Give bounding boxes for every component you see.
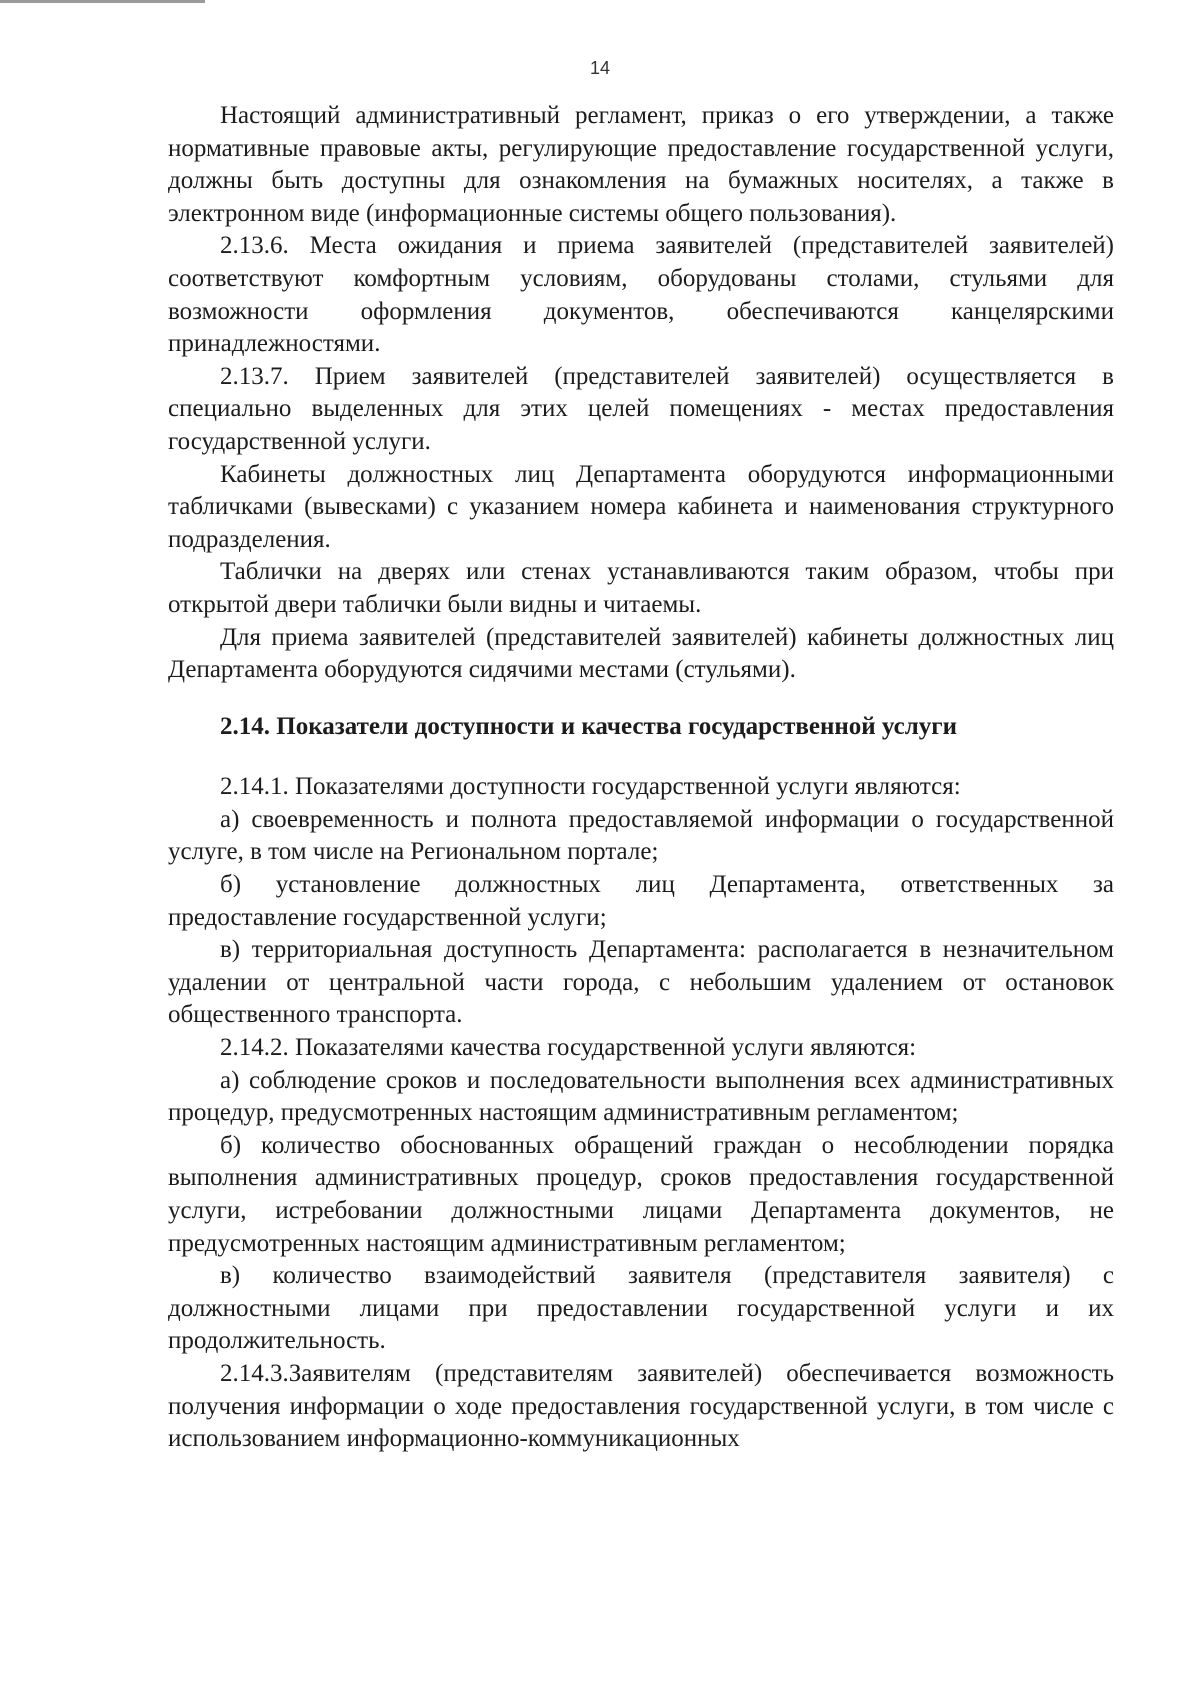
list-item-2-14-1-a: а) своевременность и полнота предоставляемой информации о государственной услуге, в том числе на Региональном портале; [168,805,1114,866]
scan-edge-mark [0,0,205,3]
list-item-2-14-2-b: б) количество обоснованных обращений граждан о несоблюдении порядка выполнения административных процедур, сроков предоставления государственной услуги, истребовании должностными лицами Департамента документов, не предусмотренных настоящим административным регламентом; [168,1131,1114,1257]
list-item-2-14-1-c: в) территориальная доступность Департамента: располагается в незначительном удалении от центральной части города, с небольшим удалением от остановок общественного транспорта. [168,936,1114,1029]
paragraph-regulation-availability: Настоящий административный регламент, приказ о его утверждении, а также нормативные правовые акты, регулирующие предоставление государственной услуги, должны быть доступны для ознакомления на бумажных носителях, а также в электронном виде (информационные системы общего пользования). [168,102,1114,227]
paragraph-2-13-7: 2.13.7. Прием заявителей (представителей заявителей) осуществляется в специально выделенных для этих целей помещениях - местах предоставления государственной услуги. [168,362,1114,455]
paragraph-cabinets-signs: Кабинеты должностных лиц Департамента оборудуются информационными табличками (вывесками) с указанием номера кабинета и наименования структурного подразделения. [168,460,1114,553]
page-number: 14 [589,58,611,78]
section-heading-2-14: 2.14. Показатели доступности и качества государственной услуги [220,712,958,740]
list-item-2-14-1-b: б) установление должностных лиц Департамента, ответственных за предоставление государственной услуги; [168,871,1114,931]
document-body [168,100,1114,1456]
paragraph-seating: Для приема заявителей (представителей заявителей) кабинеты должностных лиц Департамента оборудуются сидячими местами (стульями). [168,623,1114,684]
paragraph-2-14-3: 2.14.3.Заявителям (представителям заявителей) обеспечивается возможность получения информации о ходе предоставления государственной услуги, в том числе с использованием информационно-коммуникационных [168,1359,1114,1453]
paragraph-door-signs: Таблички на дверях или стенах устанавливаются таким образом, чтобы при открытой двери таблички были видны и читаемы. [168,558,1114,618]
list-item-2-14-2-c: в) количество взаимодействий заявителя (представителя заявителя) с должностными лицами при предоставлении государственной услуги и их продолжительность. [168,1262,1114,1355]
paragraph-2-14-1: 2.14.1. Показателями доступности государственной услуги являются: [220,773,961,801]
list-item-2-14-2-a: а) соблюдение сроков и последовательности выполнения всех административных процедур, предусмотренных настоящим административным регламентом; [168,1066,1114,1127]
paragraph-2-13-6: 2.13.6. Места ожидания и приема заявителей (представителей заявителей) соответствуют комфортным условиям, оборудованы столами, стульями для возможности оформления документов, обеспечиваются канцелярскими принадлежностями. [168,232,1114,358]
paragraph-2-14-2: 2.14.2. Показателями качества государственной услуги являются: [220,1034,917,1062]
